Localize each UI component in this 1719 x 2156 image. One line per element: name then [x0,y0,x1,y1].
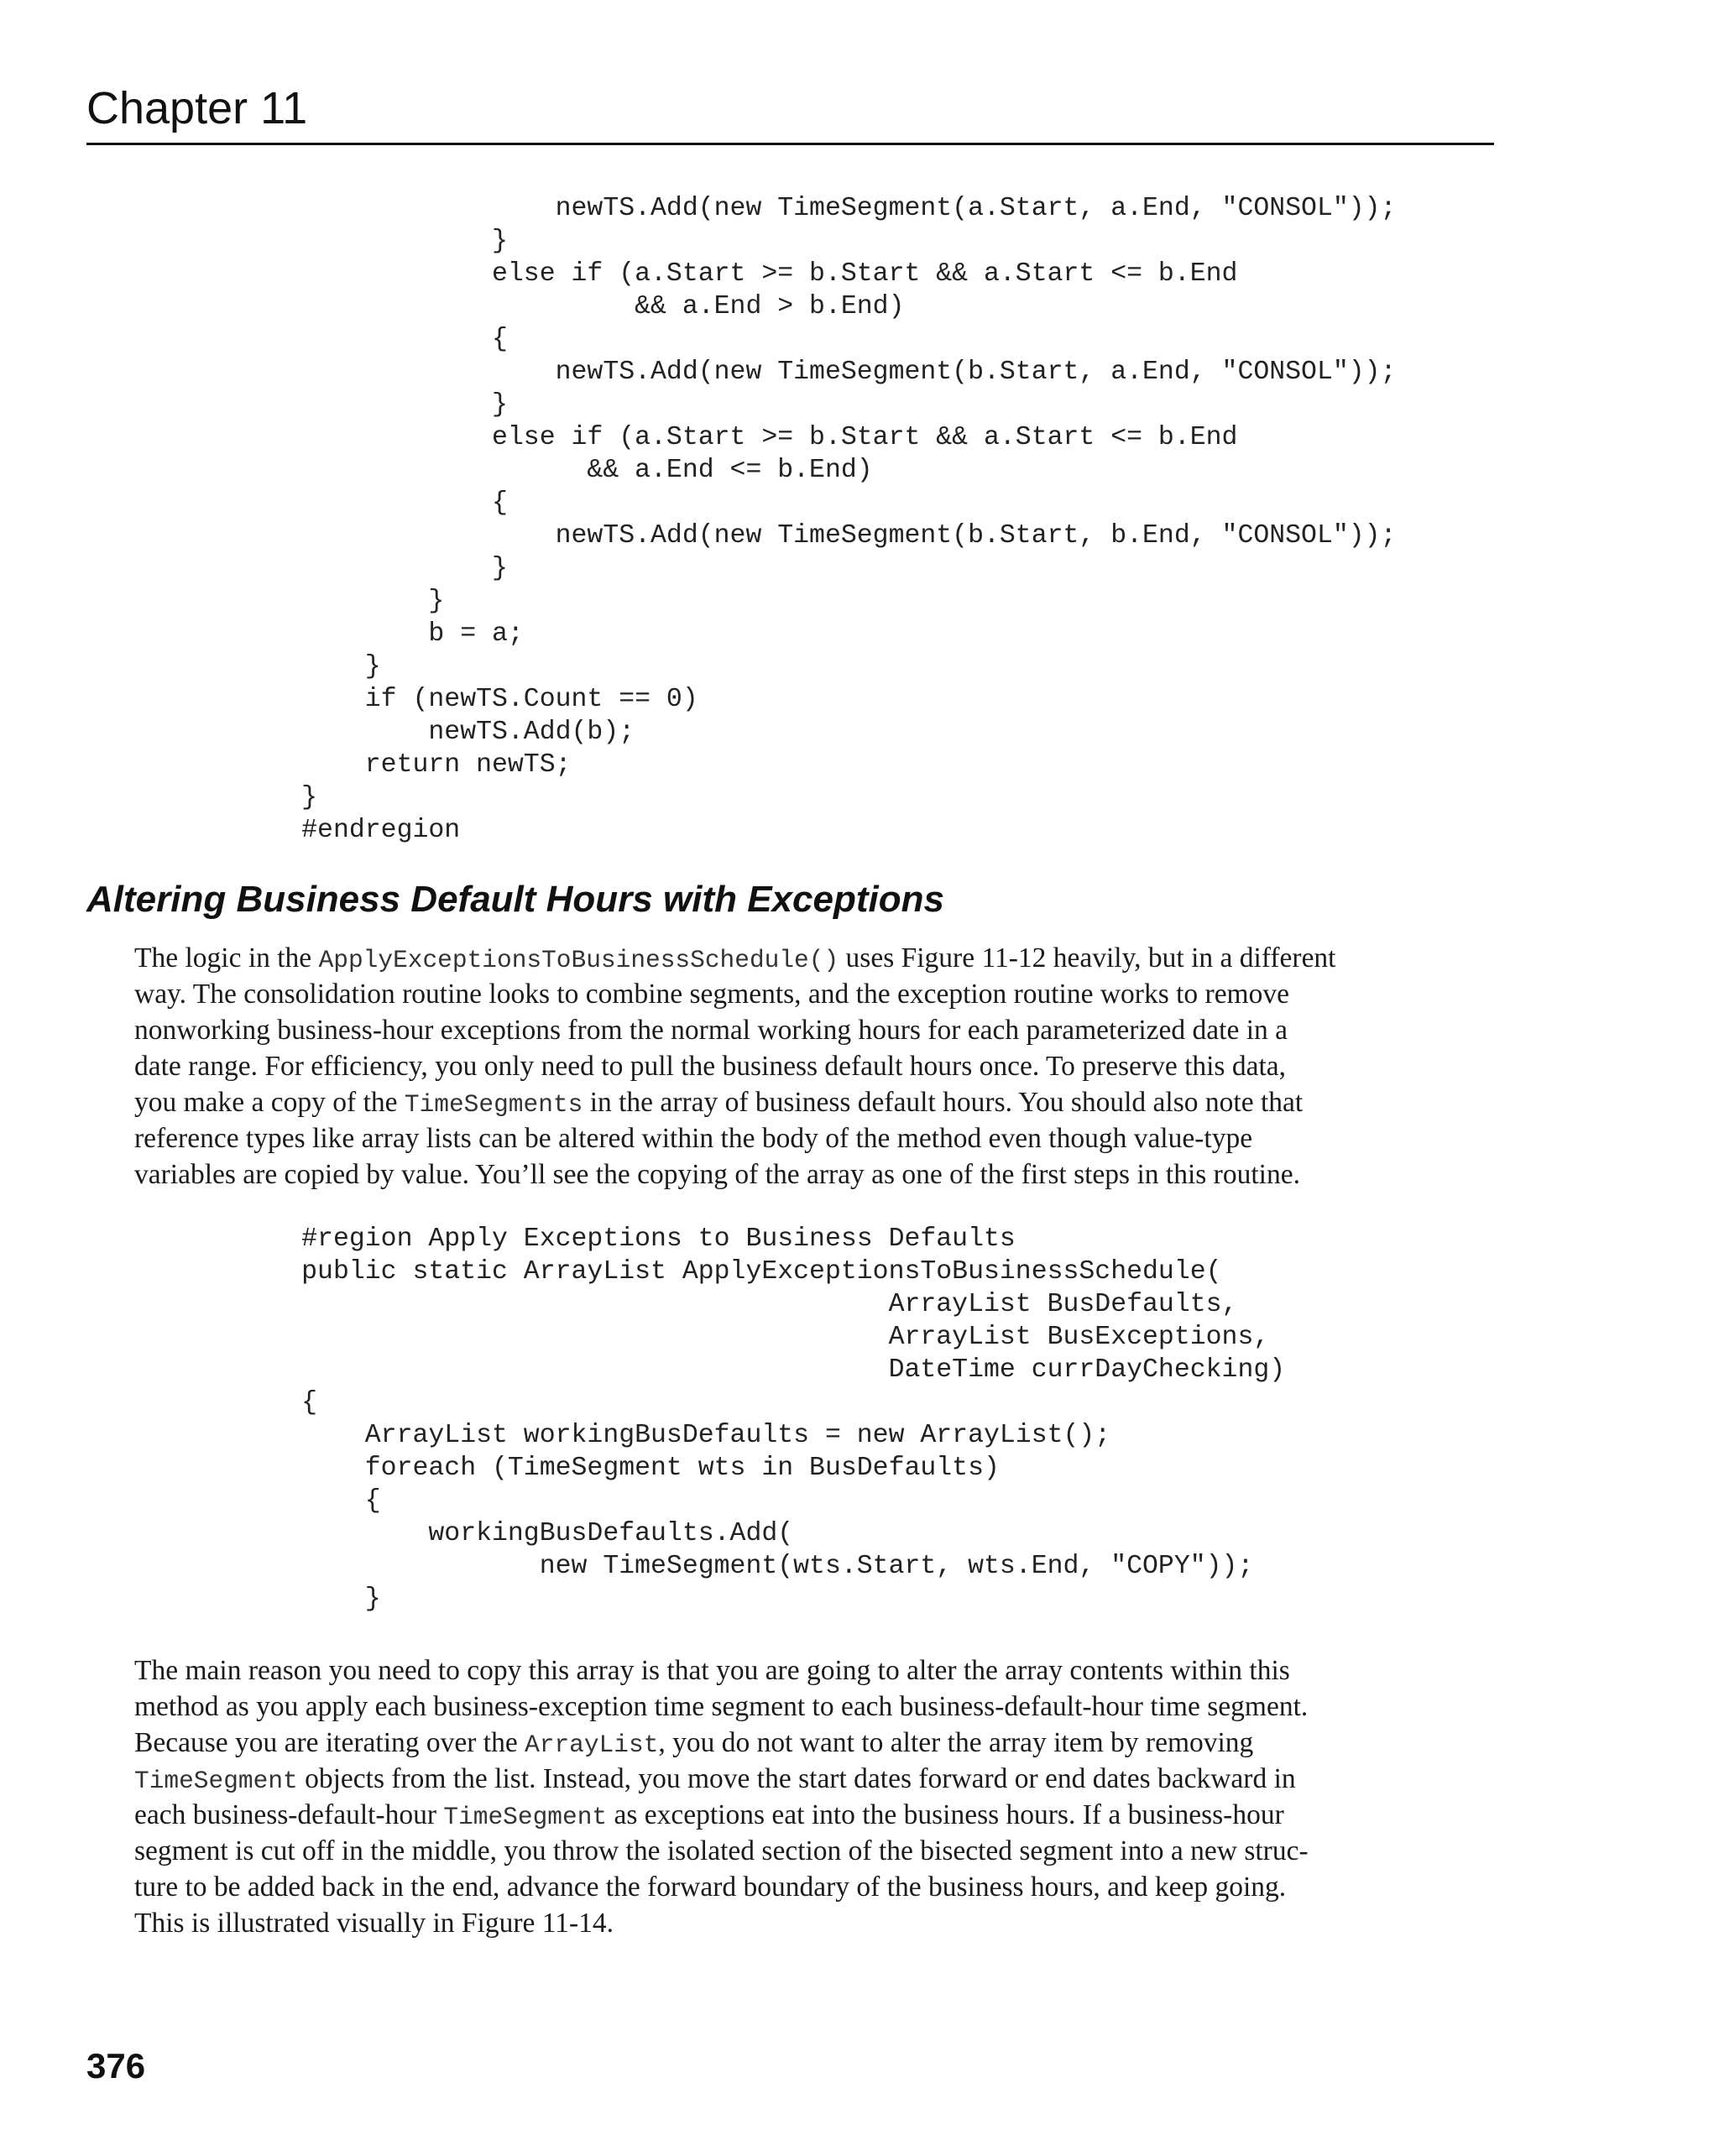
inline-code: TimeSegment [443,1803,608,1831]
text-run: Because you are iterating over the [134,1727,525,1758]
header-rule [86,143,1494,145]
text-run: uses Figure 11-12 heavily, but in a different [839,942,1336,974]
code-line: new TimeSegment(wts.Start, wts.End, "COPY")); [0,1552,1254,1581]
code-line: workingBusDefaults.Add( [0,1519,794,1548]
code-line: } [0,587,445,616]
text-run: as exceptions eat into the business hours. If a business-hour [607,1799,1284,1830]
code-line: if (newTS.Count == 0) [0,685,698,714]
code-line: DateTime currDayChecking) [0,1355,1286,1385]
paragraph-explanation [134,1652,1511,1941]
section-heading: Altering Business Default Hours with Exceptions [86,879,944,920]
code-line: newTS.Add(new TimeSegment(a.Start, a.End, "CONSOL")); [0,194,1397,223]
paragraph-line [134,1833,1511,1869]
code-line: ArrayList BusDefaults, [0,1290,1238,1319]
text-run: variables are copied by value. You’ll see the copying of the array as one of the first steps in this routine. [134,1159,1300,1190]
code-line: #endregion [0,816,461,845]
code-line: { [0,488,508,518]
code-line: return newTS; [0,750,572,780]
text-run: date range. For efficiency, you only need to pull the business default hours once. To preserve this data, [134,1051,1287,1082]
text-run: segment is cut off in the middle, you throw the isolated section of the bisected segment into a new struc- [134,1835,1309,1866]
code-line: newTS.Add(b); [0,718,635,747]
paragraph-line [134,1156,1511,1193]
code-line: { [0,1388,318,1417]
text-run: nonworking business-hour exceptions from the normal working hours for each parameterized date in a [134,1015,1288,1046]
text-run: This is illustrated visually in Figure 11-14. [134,1908,614,1939]
code-line: { [0,325,508,354]
text-run: , you do not want to alter the array item by removing [658,1727,1254,1758]
paragraph-line [134,1120,1511,1156]
code-line: && a.End > b.End) [0,292,905,321]
code-line: } [0,1584,381,1614]
code-line: } [0,652,381,681]
code-line: else if (a.Start >= b.Start && a.Start <= b.End [0,423,1238,452]
paragraph-line [134,1048,1511,1084]
text-run: way. The consolidation routine looks to combine segments, and the exception routine works to remove [134,979,1289,1010]
text-run: The main reason you need to copy this array is that you are going to alter the array contents within this [134,1655,1290,1686]
paragraph-line [134,1905,1511,1941]
text-run: in the array of business default hours. You should also note that [583,1087,1304,1118]
chapter-header: Chapter 11 [86,83,308,133]
code-line: #region Apply Exceptions to Business Defaults [0,1224,1016,1254]
paragraph-line [134,1012,1511,1048]
page-number: 376 [86,2046,146,2086]
code-line: } [0,783,318,812]
code-line: foreach (TimeSegment wts in BusDefaults) [0,1454,1000,1483]
text-run: you make a copy of the [134,1087,405,1118]
code-block-consolidation-end [0,192,1396,847]
code-line: public static ArrayList ApplyExceptionsToBusinessSchedule( [0,1257,1222,1287]
paragraph-line [134,1797,1511,1833]
paragraph-line [134,1761,1511,1797]
paragraph-line [134,1689,1511,1725]
text-run: ture to be added back in the end, advance the forward boundary of the business hours, and keep going. [134,1871,1287,1903]
code-line: } [0,390,508,420]
code-line: newTS.Add(new TimeSegment(b.Start, b.End, "CONSOL")); [0,521,1397,551]
code-line: { [0,1486,381,1516]
inline-code: TimeSegments [404,1090,583,1119]
paragraph-line [134,976,1511,1012]
code-line: } [0,227,508,256]
text-run: method as you apply each business-exception time segment to each business-default-hour time segment. [134,1691,1309,1722]
text-run: The logic in the [134,942,319,974]
paragraph-line [134,1652,1511,1689]
text-run: reference types like array lists can be altered within the body of the method even though value-type [134,1123,1253,1154]
paragraph-line [134,940,1511,976]
text-run: objects from the list. Instead, you move the start dates forward or end dates backward in [297,1763,1296,1794]
inline-code: TimeSegment [134,1767,298,1795]
code-line: ArrayList workingBusDefaults = new ArrayList(); [0,1421,1111,1450]
inline-code: ApplyExceptionsToBusinessSchedule() [318,946,839,974]
paragraph-line [134,1084,1511,1120]
code-line: ArrayList BusExceptions, [0,1323,1270,1352]
code-line: && a.End <= b.End) [0,456,873,485]
code-block-apply-exceptions [0,1223,1285,1616]
paragraph-line [134,1725,1511,1761]
code-line: } [0,554,508,583]
code-line: newTS.Add(new TimeSegment(b.Start, a.End, "CONSOL")); [0,358,1397,387]
code-line: b = a; [0,619,524,649]
inline-code: ArrayList [525,1731,659,1759]
paragraph-intro [134,940,1511,1193]
paragraph-line [134,1869,1511,1905]
code-line: else if (a.Start >= b.Start && a.Start <= b.End [0,259,1238,289]
text-run: each business-default-hour [134,1799,444,1830]
